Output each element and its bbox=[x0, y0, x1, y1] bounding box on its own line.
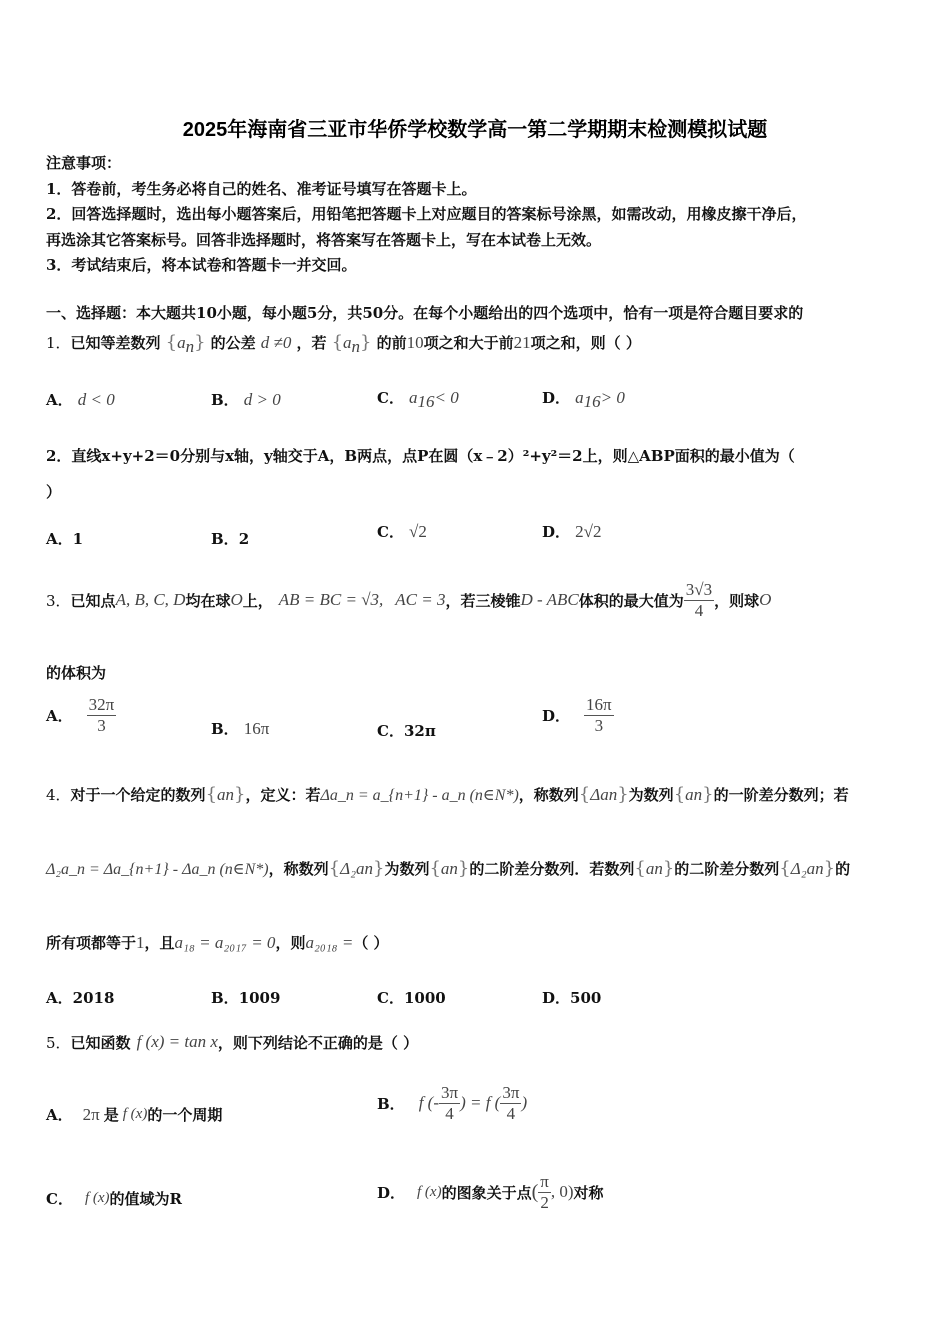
section-heading: 一、选择题：本大题共10小题，每小题5分，共50分。在每个小题给出的四个选项中，恰有一项是符合题目要求的 bbox=[46, 304, 804, 322]
q1-option-d[interactable]: D． $a_{16}> 0$ bbox=[542, 388, 625, 412]
question-4-line2: Δ₂a_n = Δa_{n+1} - Δa_n (n∈N*) ，称数列 { Δ₂a n } 为数列 { a n } 的二阶差分数列．若数列 { a n } 的二阶差分数列 { Δ₂a n } 的 bbox=[46, 858, 851, 879]
q3-option-d[interactable]: D． $\frac{16\pi}{3}$ bbox=[542, 695, 612, 735]
question-2-cont: ） bbox=[46, 483, 62, 501]
q3-option-a[interactable]: A． $\frac{32\pi}{3}$ bbox=[46, 695, 115, 735]
q1-option-b[interactable]: B． d > 0 bbox=[211, 390, 281, 409]
notice-item: 再选涂其它答案标号。回答非选择题时，将答案写在答题卡上，写在本试卷上无效。 bbox=[46, 231, 602, 249]
q5-option-d[interactable]: D． f (x) 的图象关于点 ( $\frac{\pi}{2}$ , 0) 对称 bbox=[377, 1171, 604, 1212]
q1-option-c[interactable]: C． $a_{16}< 0$ bbox=[377, 388, 459, 412]
q2-option-c[interactable]: C． √2 bbox=[377, 522, 427, 541]
question-1: 1．已知等差数列 $\{a_n\}$ 的公差 d ≠0 ，若 $\{a_n\}$ 的前10项之和大于前21项之和，则（ ） bbox=[46, 332, 641, 357]
question-4: 4． 对于一个给定的数列 { a n } ，定义：若 Δa_n = a_{n+1} - a_n (n∈N*) ，称数列 { Δa n } 为数列 { a n } 的一阶差分数列；若 bbox=[46, 784, 849, 805]
notice-item: 2．回答选择题时，选出每小题答案后，用铅笔把答题卡上对应题目的答案标号涂黑，如需改动，用橡皮擦干净后， bbox=[46, 205, 807, 223]
q4-option-b[interactable]: B．1009 bbox=[211, 989, 281, 1007]
q1-option-a[interactable]: A． d < 0 bbox=[46, 390, 115, 409]
notice-heading: 注意事项： bbox=[46, 154, 122, 172]
q3-option-b[interactable]: B． 16π bbox=[211, 719, 270, 738]
question-2: 2．直线x+y+2＝0分别与x轴，y轴交于A，B两点，点P在圆（x﹣2）²+y²＝2上，则△ABP面积的最小值为（ bbox=[46, 447, 795, 465]
q4-option-d[interactable]: D．500 bbox=[542, 989, 602, 1007]
q3-option-c[interactable]: C．32π bbox=[377, 722, 436, 740]
question-4-line3: 所有项都等于 1 ，且 a₁₈ = a₂₀₁₇ = 0 ，则 a₂₀₁₈ = （ ） bbox=[46, 932, 389, 952]
notice-item: 1．答卷前，考生务必将自己的姓名、准考证号填写在答题卡上。 bbox=[46, 180, 477, 198]
question-5: 5． 已知函数 f (x) = tan x ，则下列结论不正确的是（ ） bbox=[46, 1032, 419, 1052]
q2-option-b[interactable]: B．2 bbox=[211, 530, 250, 548]
notice-item: 3．考试结束后，将本试卷和答题卡一并交回。 bbox=[46, 256, 357, 274]
q2-option-a[interactable]: A．1 bbox=[46, 530, 84, 548]
q5-option-b[interactable]: B． f (- $\frac{3\pi}{4}$ ) = f ( $\frac{3\pi}{4}$ ) bbox=[377, 1082, 528, 1123]
q4-option-c[interactable]: C．1000 bbox=[377, 989, 446, 1007]
q2-option-d[interactable]: D． 2√2 bbox=[542, 522, 602, 541]
page-title: 2025年海南省三亚市华侨学校数学高一第二学期期末检测模拟试题 bbox=[182, 119, 768, 141]
question-3: 3． 已知点 A, B, C, D 均在球 O 上， AB = BC = √3, AC = 3 ，若三棱锥 D - ABC 体积的最大值为 $\frac{3√3}{4}$ ，则球 O bbox=[46, 579, 772, 620]
q5-option-c[interactable]: C． f (x) 的值域为 R bbox=[46, 1189, 183, 1208]
question-3-cont: 的体积为 bbox=[46, 664, 107, 682]
max-volume-fraction: $\frac{3√3}{4}$ bbox=[685, 579, 713, 620]
q4-option-a[interactable]: A．2018 bbox=[46, 989, 115, 1007]
q5-option-a[interactable]: A． 2π 是 f (x) 的一个周期 bbox=[46, 1104, 223, 1124]
